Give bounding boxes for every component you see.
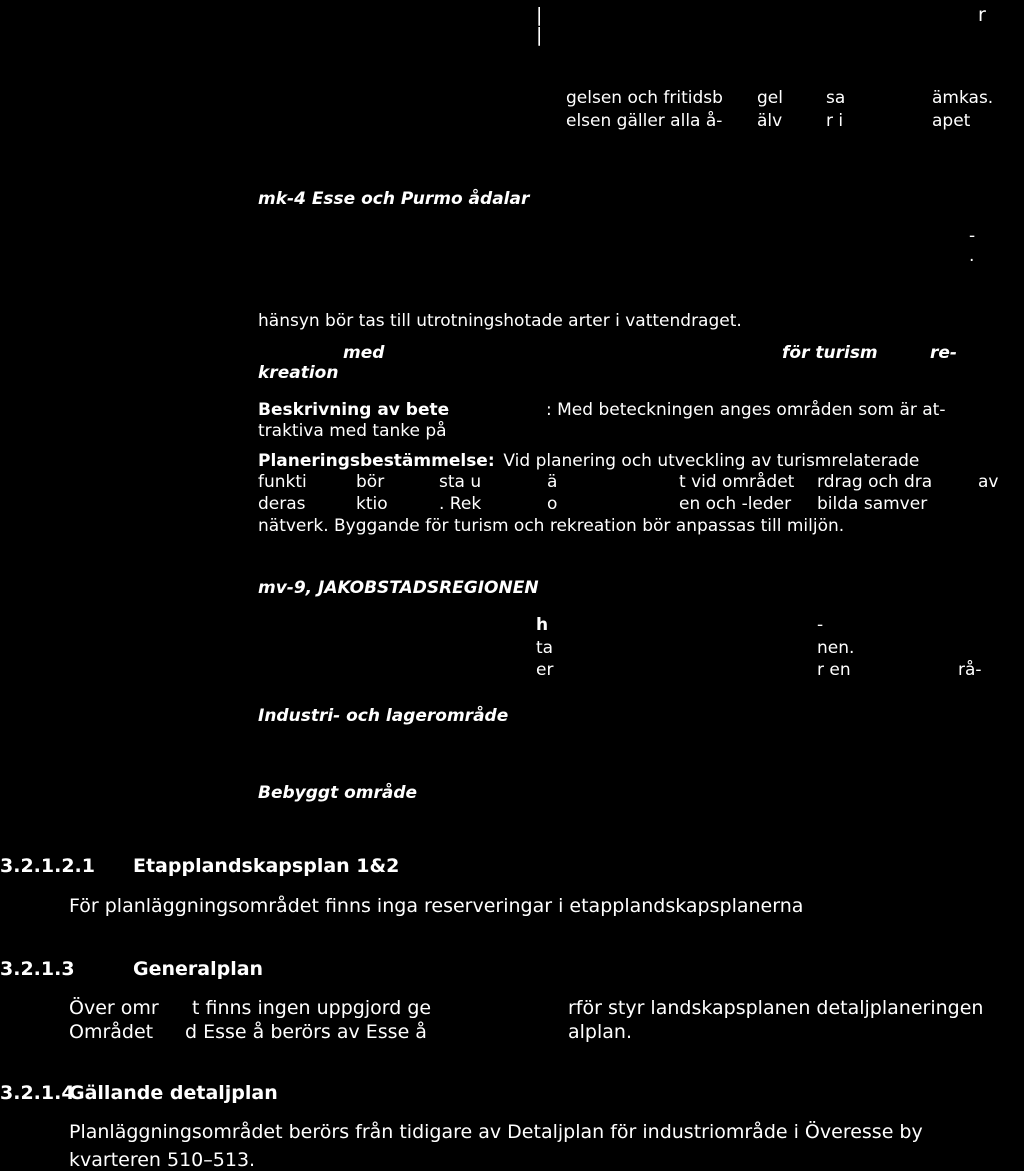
stray-dot: . xyxy=(969,246,975,266)
tourism-heading: för turism xyxy=(782,343,878,363)
planning-text: Vid planering och utveckling av turismrelaterade xyxy=(498,451,920,471)
planning-label: Planeringsbestämmelse: xyxy=(258,451,495,471)
mv9-fragment: ta xyxy=(536,638,554,658)
section-title: Gällande detaljplan xyxy=(69,1082,278,1104)
top-fragment-bar: | xyxy=(536,4,543,26)
tourism-heading: re- xyxy=(930,343,957,363)
tourism-heading: kreation xyxy=(258,363,339,383)
planning-text: deras xyxy=(258,494,306,514)
intro-text: älv xyxy=(757,111,783,131)
section-text: För planläggningsområdet finns inga reserveringar i etapplandskapsplanerna xyxy=(69,895,804,917)
section-text: rför styr landskapsplanen detaljplaneringen xyxy=(568,997,984,1019)
mv9-fragment: nen. xyxy=(817,638,855,658)
section-text: Planläggningsområdet berörs från tidigare av Detaljplan för industriområde i Överesse by xyxy=(69,1121,923,1143)
section-heading-mv9: mv-9, JAKOBSTADSREGIONEN xyxy=(258,578,539,598)
intro-text: r i xyxy=(826,111,844,131)
section-heading-industri: Industri- och lagerområde xyxy=(258,706,509,726)
planning-text: t vid området xyxy=(679,472,795,492)
intro-text: sa xyxy=(826,88,846,108)
top-fragment-letter: r xyxy=(978,4,986,26)
section-text: t finns ingen uppgjord ge xyxy=(192,997,432,1019)
section-title: Generalplan xyxy=(133,958,264,980)
section-heading-mk4: mk-4 Esse och Purmo ådalar xyxy=(258,189,530,209)
planning-text: rdrag och dra xyxy=(817,472,933,492)
intro-text: apet xyxy=(932,111,971,131)
planning-text: o xyxy=(547,494,558,514)
mk4-text: hänsyn bör tas till utrotningshotade arter i vattendraget. xyxy=(258,311,742,331)
intro-text: elsen gäller alla å- xyxy=(566,111,723,131)
section-heading-bebyggt: Bebyggt område xyxy=(258,783,418,803)
section-text: alplan. xyxy=(568,1021,632,1043)
top-fragment-bar: | xyxy=(536,24,543,46)
planning-text: bilda samver xyxy=(817,494,928,514)
planning-text: sta u xyxy=(439,472,482,492)
section-text: d Esse å berörs av Esse å xyxy=(185,1021,427,1043)
section-text: Området xyxy=(69,1021,154,1043)
mv9-fragment: rå- xyxy=(958,660,982,680)
planning-text: ä xyxy=(547,472,558,492)
intro-text: gel xyxy=(757,88,783,108)
section-text: Över omr xyxy=(69,997,159,1019)
planning-text: en och -leder xyxy=(679,494,792,514)
intro-text: gelsen och fritidsb xyxy=(566,88,723,108)
planning-text: nätverk. Byggande för turism och rekreation bör anpassas till miljön. xyxy=(258,516,845,536)
description-text: traktiva med tanke på xyxy=(258,421,447,441)
section-title: Etapplandskapsplan 1&2 xyxy=(133,855,400,877)
mv9-fragment: h xyxy=(536,615,549,635)
mv9-fragment: r en xyxy=(817,660,851,680)
description-text: : Med beteckningen anges områden som är at- xyxy=(546,400,946,420)
mv9-fragment: - xyxy=(817,615,824,635)
tourism-heading: med xyxy=(343,343,385,363)
planning-text: . Rek xyxy=(439,494,482,514)
planning-text: av xyxy=(978,472,999,492)
stray-dash: - xyxy=(969,226,976,246)
section-text: kvarteren 510–513. xyxy=(69,1149,256,1171)
section-number: 3.2.1.4 xyxy=(0,1082,75,1104)
description-label: Beskrivning av bete xyxy=(258,400,450,420)
planning-text: funkti xyxy=(258,472,307,492)
section-number: 3.2.1.2.1 xyxy=(0,855,95,877)
planning-text: ktio xyxy=(356,494,388,514)
mv9-fragment: er xyxy=(536,660,554,680)
planning-text: bör xyxy=(356,472,385,492)
intro-text: ämkas. xyxy=(932,88,994,108)
section-number: 3.2.1.3 xyxy=(0,958,75,980)
